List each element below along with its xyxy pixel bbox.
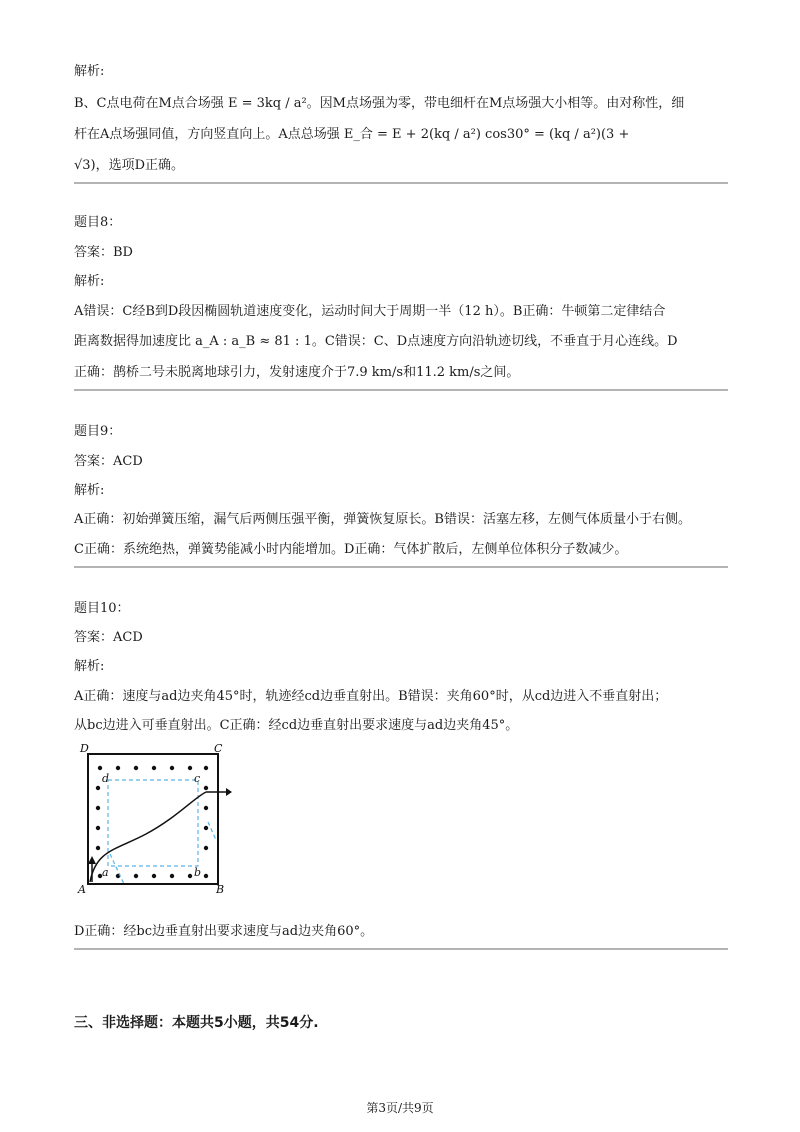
q7-line-3: √3)，选项D正确。 xyxy=(74,158,185,173)
aux-line xyxy=(110,854,124,884)
q7-line-1: B、C点电荷在M点合场强 E = 3kq / a²。因M点场强为零，带电细杆在M点场强大小相等。由对称性，细 xyxy=(74,96,685,111)
label-c: c xyxy=(194,772,201,785)
q10-analysis-label: 解析: xyxy=(74,659,105,674)
label-d: d xyxy=(102,772,110,785)
label-B: B xyxy=(216,883,225,894)
divider xyxy=(74,566,728,568)
inner-dashed-square xyxy=(108,780,198,866)
q10-answer: 答案：ACD xyxy=(74,630,143,645)
magnetic-field-diagram xyxy=(76,742,232,894)
q8-answer: 答案：BD xyxy=(74,245,133,260)
divider xyxy=(74,389,728,391)
q8-line-2: 距离数据得加速度比 a_A : a_B ≈ 81 : 1。C错误：C、D点速度方向沿轨迹切线，不垂直于月心连线。D xyxy=(74,334,678,349)
q8-analysis-label: 解析: xyxy=(74,274,105,289)
q9-line-1: A正确：初始弹簧压缩，漏气后两侧压强平衡，弹簧恢复原长。B错误：活塞左移，左侧气体质量小于右侧。 xyxy=(74,512,691,527)
label-a: a xyxy=(102,866,109,879)
q10-title: 题目10： xyxy=(74,601,130,616)
label-b: b xyxy=(194,866,202,879)
divider xyxy=(74,948,728,950)
arrow-head-icon xyxy=(88,856,96,864)
q10-line-1: A正确：速度与ad边夹角45°时，轨迹经cd边垂直射出。B错误：夹角60°时，从cd边进入不垂直射出； xyxy=(74,689,668,704)
q8-line-1: A错误：C经B到D段因椭圆轨道速度变化，运动时间大于周期一半（12 h）。B正确：牛顿第二定律结合 xyxy=(74,304,666,319)
q8-line-3: 正确：鹊桥二号未脱离地球引力，发射速度介于7.9 km/s和11.2 km/s之间。 xyxy=(74,365,520,380)
section-heading: 三、非选择题：本题共5小题，共54分. xyxy=(74,1015,319,1031)
q10-line-2: 从bc边进入可垂直射出。C正确：经cd边垂直射出要求速度与ad边夹角45°。 xyxy=(74,718,519,733)
q8-title: 题目8： xyxy=(74,215,122,230)
q7-analysis-label: 解析: xyxy=(74,64,105,79)
divider xyxy=(74,182,728,184)
q9-answer: 答案：ACD xyxy=(74,454,143,469)
page-footer: 第3页/共9页 xyxy=(366,1101,434,1115)
q7-line-2: 杆在A点场强同值，方向竖直向上。A点总场强 E_合 = E + 2(kq / a²) cos30° = (kq / a²)(3 + xyxy=(74,127,630,142)
label-A: A xyxy=(78,883,86,894)
label-C: C xyxy=(214,742,223,755)
q9-title: 题目9： xyxy=(74,424,122,439)
aux-line xyxy=(208,822,216,840)
q9-analysis-label: 解析: xyxy=(74,483,105,498)
q9-line-2: C正确：系统绝热，弹簧势能减小时内能增加。D正确：气体扩散后，左侧单位体积分子数减少。 xyxy=(74,542,628,557)
label-D: D xyxy=(80,742,89,755)
arrow-head-icon xyxy=(226,788,232,796)
field-dots xyxy=(96,766,208,878)
q10-last-line: D正确：经bc边垂直射出要求速度与ad边夹角60°。 xyxy=(74,924,374,939)
